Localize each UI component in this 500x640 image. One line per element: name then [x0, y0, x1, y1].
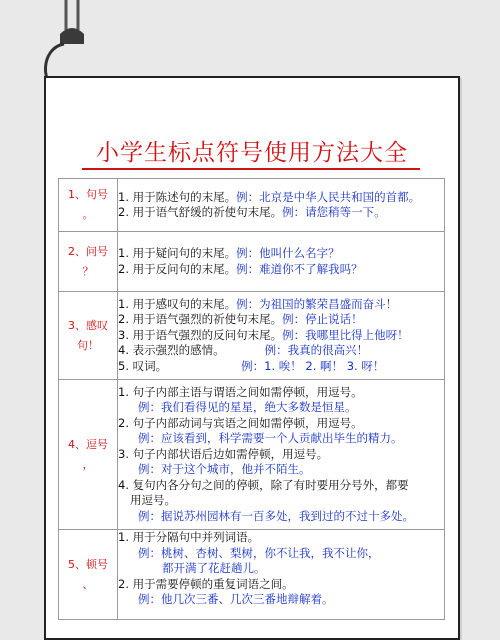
- label-top: 4、逗号: [68, 437, 108, 451]
- list-item: 3. 用于语气强烈的反问句末尾。例：我哪里比得上他呀！: [118, 327, 409, 342]
- row-content: [118, 380, 445, 530]
- table-row: [59, 292, 445, 380]
- punctuation-rules-table: [58, 178, 445, 620]
- list-item: 2. 句子内部动词与宾语之间如需停顿，用逗号。: [118, 415, 363, 430]
- row-label: [59, 292, 118, 380]
- list-item: 2. 用于语气强烈的祈使句末尾。例：停止说话！: [118, 312, 363, 327]
- row-content: [118, 232, 445, 292]
- label-bottom: ？: [82, 264, 94, 278]
- table-row: [59, 232, 445, 292]
- row-label: [59, 232, 118, 292]
- list-item: 2. 用于需要停顿的重复词语之间。: [118, 576, 294, 591]
- label-bottom: 、: [82, 577, 94, 591]
- table-row: [59, 530, 445, 620]
- row-content: [118, 530, 445, 620]
- continued-text: 用逗号。: [130, 493, 176, 508]
- list-item: 1. 用于分隔句中并列词语。: [118, 530, 260, 544]
- label-bottom: 句！: [77, 338, 99, 352]
- title-underline: [82, 168, 420, 170]
- table-row: [59, 380, 445, 530]
- list-item: 4. 复句内各分句之间的停顿，除了有时要用分号外，都要: [118, 477, 409, 492]
- list-item: 1. 用于感叹句的末尾。例：为祖国的繁荣昌盛而奋斗！: [118, 296, 398, 311]
- row-label: [59, 380, 118, 530]
- label-top: 5、顿号: [68, 557, 108, 571]
- row-label: [59, 530, 118, 620]
- label-top: 3、感叹: [68, 318, 108, 332]
- label-bottom: ，: [82, 457, 94, 471]
- row-content: [118, 292, 445, 380]
- list-item: 1. 用于陈述句的末尾。例：北京是中华人民共和国的首都。: [118, 189, 421, 204]
- label-top: 1、句号: [68, 188, 108, 201]
- example-text: 例：桃树、杏树、梨树，你不让我，我不让你，: [138, 545, 380, 560]
- list-item: 5. 叹词。 例：1. 唉！ 2. 啊！ 3. 呀！: [118, 358, 385, 373]
- list-item: 1. 用于疑问句的末尾。例：他叫什么名字？: [118, 246, 340, 260]
- label-top: 2、问号: [68, 244, 108, 258]
- example-text: 例：他几次三番、几次三番地辩解着。: [138, 592, 334, 606]
- list-item: 4. 表示强烈的感情。 例：我真的很高兴！: [118, 343, 369, 358]
- row-label: [59, 179, 118, 232]
- worksheet-paper: [44, 76, 460, 640]
- row-content: [118, 179, 445, 232]
- list-item: 3. 句子内部状语后边如需停顿，用逗号。: [118, 446, 329, 461]
- example-text: 都开满了花赶趟儿。: [162, 561, 266, 575]
- list-item: 1. 句子内部主语与谓语之间如需停顿，用逗号。: [118, 384, 363, 399]
- label-bottom: 。: [82, 208, 94, 221]
- example-text: 例：应该看到，科学需要一个人贡献出毕生的精力。: [138, 431, 403, 446]
- example-text: 例：我们看得见的星星，绝大多数是恒星。: [138, 400, 357, 415]
- example-text: 例：对于这个城市，他并不陌生。: [138, 462, 311, 477]
- table-row: [59, 179, 445, 232]
- page-title: 小学生标点符号使用方法大全: [96, 140, 408, 166]
- example-text: 例：据说苏州园林有一百多处，我到过的不过十多处。: [138, 508, 414, 523]
- list-item: 2. 用于语气舒缓的祈使句末尾。例：请您稍等一下。: [118, 205, 386, 219]
- list-item: 2. 用于反问句的末尾。例：难道你不了解我吗？: [118, 261, 363, 276]
